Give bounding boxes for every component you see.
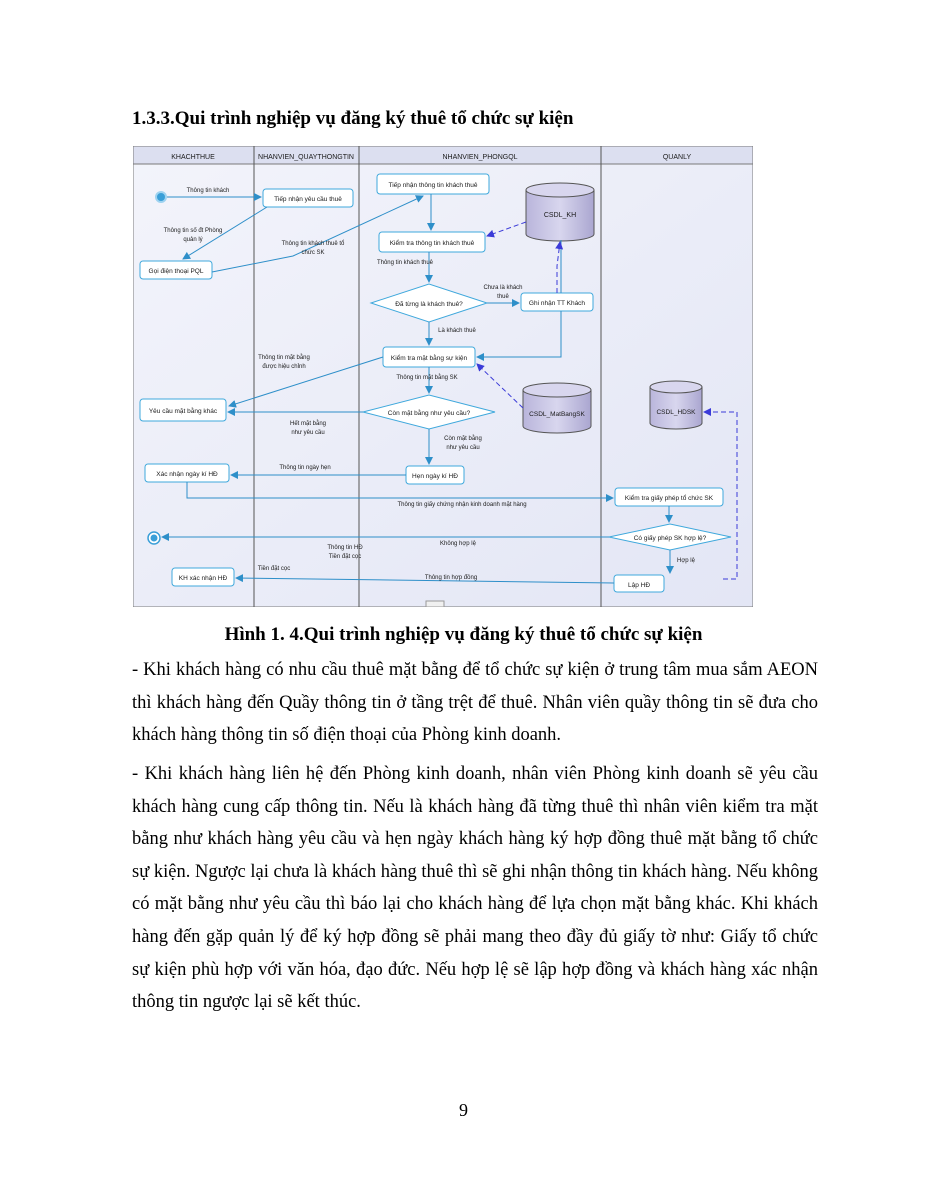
svg-text:Là khách thuê: Là khách thuê	[438, 328, 476, 334]
lane-quaythongtin: NHANVIEN_QUAYTHONGTIN	[258, 154, 354, 161]
svg-text:như yêu cầu: như yêu cầu	[446, 445, 480, 451]
svg-text:Thông tin khách: Thông tin khách	[186, 188, 230, 194]
svg-text:Gọi điện thoại PQL: Gọi điện thoại PQL	[148, 268, 204, 275]
node-kiem-tra-tt	[379, 232, 485, 252]
svg-text:Thông tin HĐ: Thông tin HĐ	[327, 545, 363, 551]
node-lap-hd	[614, 575, 664, 592]
svg-text:Tiếp nhận yêu cầu thuê: Tiếp nhận yêu cầu thuê	[274, 196, 342, 203]
node-kiem-tra-gp	[615, 488, 723, 506]
paragraph-1: - Khi khách hàng có nhu cầu thuê mặt bằng để tổ chức sự kiện ở trung tâm mua sắm AEON thì khách hàng đến Quầy thông tin ở tầng trệt để thuê. Nhân viên quầy thông tin sẽ đưa cho khách hàng thông tin số điện thoại của Phòng kinh doanh.	[132, 660, 818, 746]
svg-text:Xác nhận ngày kí HĐ: Xác nhận ngày kí HĐ	[156, 471, 218, 478]
svg-text:Kiểm tra giấy phép tổ chức SK: Kiểm tra giấy phép tổ chức SK	[624, 495, 714, 502]
node-goi-dien	[140, 261, 212, 279]
node-kiem-tra-mb	[383, 347, 475, 367]
svg-text:Thông tin khách thuê: Thông tin khách thuê	[376, 260, 434, 266]
svg-text:CSDL_KH: CSDL_KH	[543, 212, 577, 219]
node-hen-ngay	[406, 466, 464, 484]
svg-text:Hợp lệ: Hợp lệ	[677, 558, 695, 564]
process-diagram	[133, 146, 753, 607]
node-tiep-nhan-tt	[377, 174, 489, 194]
svg-text:Thông tin khách thuê tổ: Thông tin khách thuê tổ	[281, 241, 345, 247]
svg-text:Hết mặt bằng: Hết mặt bằng	[289, 421, 327, 427]
svg-text:quản lý: quản lý	[183, 237, 203, 243]
svg-text:Thông tin hợp đồng: Thông tin hợp đồng	[424, 575, 478, 581]
svg-text:Thông tin mặt bằng SK: Thông tin mặt bằng SK	[396, 375, 458, 381]
svg-text:Thông tin ngày hẹn: Thông tin ngày hẹn	[279, 465, 331, 471]
svg-text:CSDL_MatBangSK: CSDL_MatBangSK	[529, 411, 585, 418]
node-ghi-nhan	[521, 293, 593, 311]
page-number: 9	[459, 1100, 468, 1120]
paragraph-2: - Khi khách hàng liên hệ đến Phòng kinh doanh, nhân viên Phòng kinh doanh sẽ yêu cầu khách hàng cung cấp thông tin. Nếu là khách hàng đã từng thuê thì nhân viên kiểm tra mặt bằng như khách hàng yêu cầu và hẹn ngày khách hàng ký hợp đồng thuê mặt bằng tổ chức sự kiện. Ngược lại chưa là khách hàng thuê thì sẽ ghi nhận thông tin khách hàng. Nếu không có mặt bằng như yêu cầu thì báo lại cho khách hàng để lựa chọn mặt bằng khác. Khi khách hàng đến gặp quản lý để ký hợp đồng sẽ phải mang theo đầy đủ giấy tờ như: Giấy tổ chức sự kiện phù hợp với văn hóa, đạo đức. Nếu hợp lệ sẽ lập hợp đồng và khách hàng xác nhận thông tin ngược lại sẽ kết thúc.	[132, 764, 818, 1013]
svg-text:Yêu cầu mặt bằng khác: Yêu cầu mặt bằng khác	[148, 408, 218, 415]
svg-text:Hẹn ngày kí HĐ: Hẹn ngày kí HĐ	[412, 473, 458, 480]
node-tiep-nhan-yeu-cau	[263, 189, 353, 207]
lane-phongql: NHANVIEN_PHONGQL	[442, 154, 518, 161]
svg-text:Tiếp nhận thông tin khách thuê: Tiếp nhận thông tin khách thuê	[388, 182, 478, 189]
svg-text:chức SK: chức SK	[301, 250, 325, 256]
svg-text:KH xác nhận HĐ: KH xác nhận HĐ	[178, 575, 228, 582]
svg-text:Còn mặt bằng như yêu cầu?: Còn mặt bằng như yêu cầu?	[387, 410, 471, 417]
svg-text:Chưa là khách: Chưa là khách	[483, 285, 523, 291]
svg-text:Lập HĐ: Lập HĐ	[627, 582, 651, 589]
svg-text:Không hợp lệ: Không hợp lệ	[440, 541, 476, 547]
lane-khachthue: KHACHTHUE	[171, 154, 215, 161]
database-csdl-matbangsk	[523, 383, 591, 433]
svg-text:Tiền đặt cọc: Tiền đặt cọc	[257, 566, 291, 572]
svg-text:Tiền đặt cọc: Tiền đặt cọc	[328, 554, 362, 560]
svg-text:thuê: thuê	[497, 294, 509, 300]
section-heading: 1.3.3.Qui trình nghiệp vụ đăng ký thuê tổ chức sự kiện	[132, 108, 574, 129]
svg-text:Thông tin mặt bằng: Thông tin mặt bằng	[258, 355, 310, 361]
start-node	[156, 192, 166, 202]
figure-caption: Hình 1. 4.Qui trình nghiệp vụ đăng ký thuê tổ chức sự kiện	[224, 624, 703, 645]
svg-text:Còn mặt bằng: Còn mặt bằng	[444, 436, 482, 442]
node-yeu-cau-mb-khac	[140, 399, 226, 421]
node-xac-nhan-ngay	[145, 464, 229, 482]
svg-text:được hiệu chỉnh: được hiệu chỉnh	[262, 364, 306, 370]
svg-text:Đã từng là khách thuê?: Đã từng là khách thuê?	[395, 301, 463, 308]
lane-quanly: QUANLY	[662, 154, 692, 161]
svg-text:Có giấy phép SK hợp lệ?: Có giấy phép SK hợp lệ?	[633, 535, 707, 542]
svg-text:Thông tin giấy chứng nhận kinh: Thông tin giấy chứng nhận kinh doanh mặt hàng	[397, 502, 527, 508]
svg-text:Kiểm tra mặt bằng sự kiện: Kiểm tra mặt bằng sự kiện	[390, 355, 468, 362]
svg-text:Kiểm tra thông tin khách thuê: Kiểm tra thông tin khách thuê	[389, 240, 475, 247]
svg-text:CSDL_HDSK: CSDL_HDSK	[656, 409, 696, 416]
node-kh-xac-nhan	[172, 568, 234, 586]
database-csdl-hdsk	[650, 381, 702, 429]
svg-text:Ghi nhận TT Khách: Ghi nhận TT Khách	[528, 300, 586, 307]
svg-text:như yêu cầu: như yêu cầu	[291, 430, 325, 436]
database-csdl-kh	[526, 183, 594, 241]
svg-text:Thông tin số đt Phòng: Thông tin số đt Phòng	[163, 228, 223, 234]
